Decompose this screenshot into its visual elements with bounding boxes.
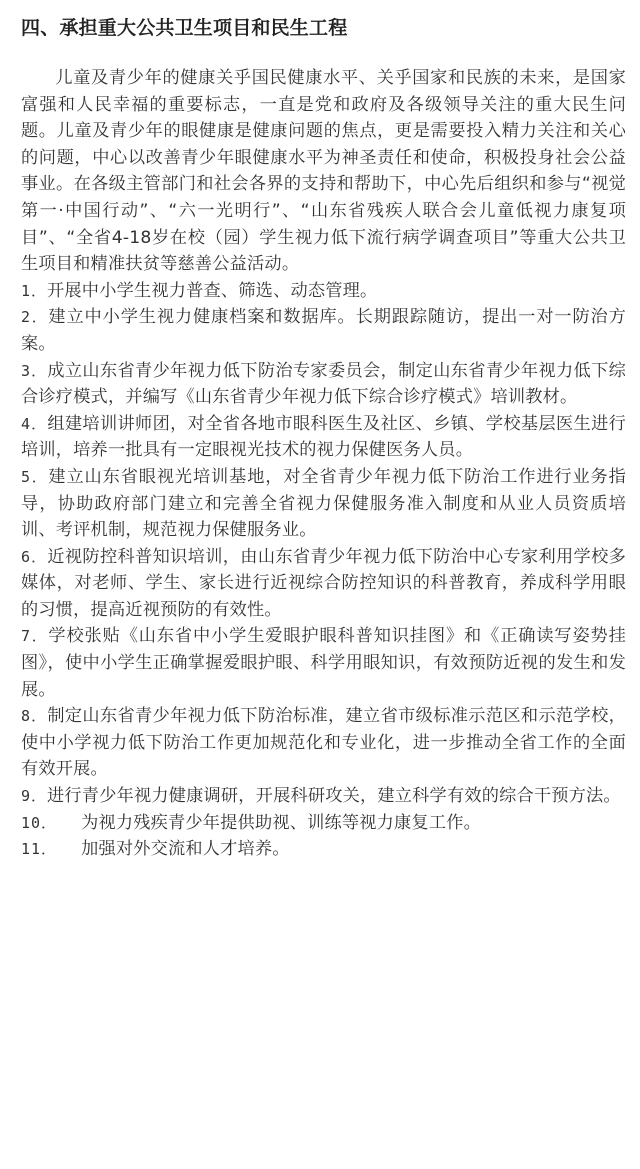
list-item [21,304,626,357]
list-item-text: 建立山东省眼视光培训基地，对全省青少年视力低下防治工作进行业务指导，协助政府部门建立和完善全省视力保健服务准入制度和从业人员资质培训、考评机制，规范视力保健服务业。 [21,466,627,541]
list-item [21,836,626,863]
list-item-number: 3． [21,361,48,380]
list-item [21,703,626,783]
list-item-number: 6． [21,547,48,566]
list-item-number: 7． [21,627,49,646]
list-item [21,411,626,464]
list-item-number: 5． [21,467,49,486]
list-item-number: 10． [21,813,58,832]
list-item [21,278,626,305]
list-item-number: 4． [21,414,48,433]
list-item-text: 成立山东省青少年视力低下防治专家委员会，制定山东省青少年视力低下综合诊疗模式，并编写《山东省青少年视力低下综合诊疗模式》培训教材。 [21,360,627,408]
list-item-number: 9． [21,787,48,806]
list-item-number: 8． [21,707,48,726]
list-item [21,783,626,810]
list-item-text: 为视力残疾青少年提供助视、训练等视力康复工作。 [81,812,481,833]
list-item-text: 建立中小学生视力健康档案和数据库。长期跟踪随访，提出一对一防治方案。 [21,307,627,354]
list-item [21,544,626,624]
list-item-text: 近视防控科普知识培训，由山东省青少年视力低下防治中心专家利用学校多媒体，对老师、学生、家长进行近视综合防控知识的科普教育，养成科学用眼的习惯，提高近视预防的有效性。 [21,546,627,620]
intro-paragraph: 儿童及青少年的健康关乎国民健康水平、关乎国家和民族的未来，是国家富强和人民幸福的重要标志，一直是党和政府及各级领导关注的重大民生问题。儿童及青少年的眼健康是健康问题的焦点，更是需要投入精力关注和关心的问题，中心以改善青少年眼健康水平为神圣责任和使命，积极投身社会公益事业。在各级主管部门和社会各界的支持和帮助下，中心先后组织和参与“视觉第一·中国行动”、“六一光明行”、“山东省残疾人联合会儿童低视力康复项目”、“全省4-18岁在校（园）学生视力低下流行病学调查项目”等重大公共卫生项目和精准扶贫等慈善公益活动。 [21,68,626,275]
measures-list [21,278,626,863]
list-item-number: 1． [21,281,48,300]
list-item-text: 开展中小学生视力普查、筛选、动态管理。 [47,280,378,301]
list-item-number: 11． [21,840,58,859]
list-item-text: 进行青少年视力健康调研，开展科研攻关，建立科学有效的综合干预方法。 [47,786,621,807]
list-item-text: 组建培训讲师团，对全省各地市眼科医生及社区、乡镇、学校基层医生进行培训，培养一批具有一定眼视光技术的视力保健医务人员。 [21,413,627,461]
list-item [21,810,626,837]
list-item-number: 2． [21,308,49,327]
list-item-text: 加强对外交流和人才培养。 [81,839,290,860]
list-item [21,623,626,703]
list-item-text: 制定山东省青少年视力低下防治标准，建立省市级标准示范区和示范学校，使中小学视力低下防治工作更加规范化和专业化，进一步推动全省工作的全面有效开展。 [21,706,627,780]
list-item [21,358,626,411]
list-item [21,464,626,544]
section-heading: 四、承担重大公共卫生项目和民生工程 [21,17,348,39]
list-item-text: 学校张贴《山东省中小学生爱眼护眼科普知识挂图》和《正确读写姿势挂图》，使中小学生正确掌握爱眼护眼、科学用眼知识，有效预防近视的发生和发展。 [21,626,627,700]
